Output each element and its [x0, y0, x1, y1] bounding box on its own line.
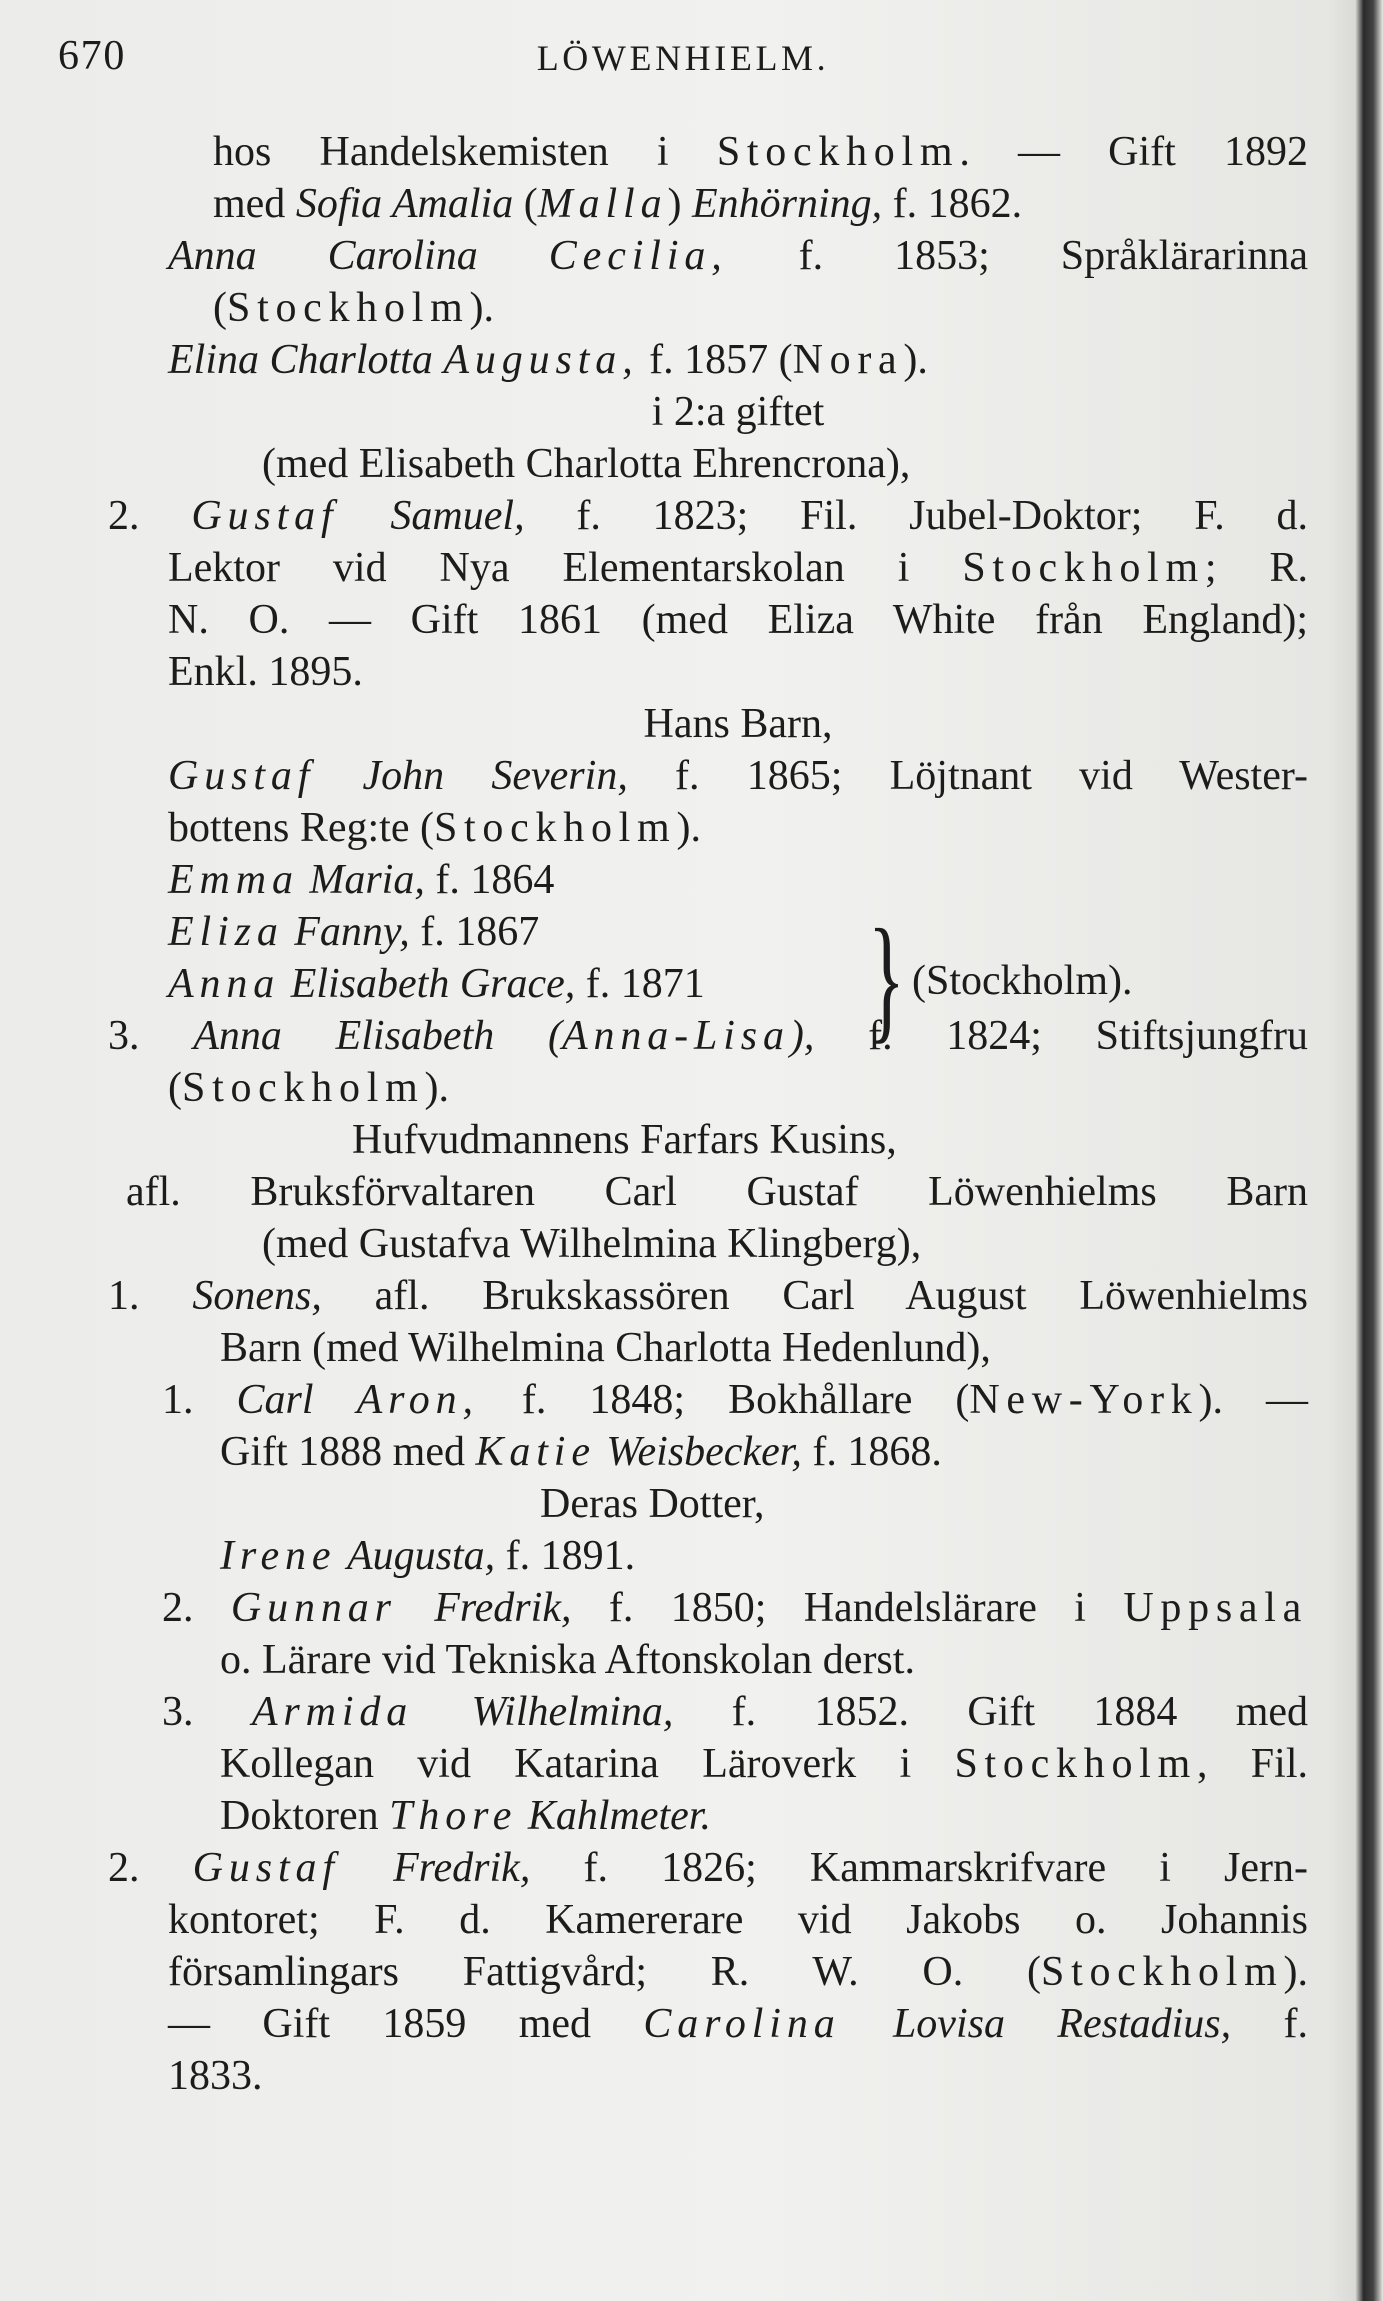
italic-name: Anna-Lisa [561, 1013, 790, 1059]
italic-name: Augusta, [443, 337, 639, 383]
text-run [315, 753, 362, 799]
text-run: ). [903, 337, 928, 383]
text-run: f. 1823; Fil. Jubel-Doktor; F. d. [524, 493, 1309, 539]
text-run: ). [424, 1065, 449, 1111]
italic-name: Gunnar [230, 1585, 397, 1631]
italic-name: Weisbecker, [606, 1429, 802, 1475]
text-run: afl. Bruksförvaltaren Carl Gustaf Löwenhielms Barn [126, 1169, 1308, 1215]
italic-name: Sofia Amalia [295, 181, 514, 227]
text-run: Stockholm [227, 285, 470, 331]
italic-name: Augusta, [346, 1533, 496, 1579]
text-run: 2. [162, 1585, 231, 1631]
running-head: LÖWENHIELM. [536, 38, 830, 78]
italic-name: Enhörning, [691, 181, 883, 227]
text-run: 2. [108, 493, 192, 539]
text-run [336, 1533, 347, 1579]
text-run: ). [676, 805, 701, 851]
text-run: Doktoren [220, 1793, 390, 1839]
text-line [168, 1998, 1308, 2050]
text-run: f. 1857 ( [638, 337, 793, 383]
italic-name: Katie [475, 1429, 596, 1475]
italic-name: Carolina [643, 2001, 841, 2047]
text-run [596, 1429, 607, 1475]
text-run: f. 1891. [495, 1533, 636, 1579]
text-run: kontoret; F. d. Kamererare vid Jakobs o. Johannis [168, 1897, 1308, 1943]
text-run: f. 1850; Handelslärare i [571, 1585, 1124, 1631]
text-run: ; R. [1204, 545, 1308, 591]
italic-name: Fredrik, [393, 1845, 531, 1891]
italic-name: Malla [537, 181, 668, 227]
text-run: 1. [162, 1377, 237, 1423]
text-run: f. [1231, 2001, 1308, 2047]
text-run: f. 1867 [409, 909, 540, 955]
text-run: f. 1824; Stiftsjungfru [814, 1013, 1309, 1059]
italic-name: Anna Elisabeth ( [193, 1013, 562, 1059]
italic-name: Elisabeth Grace, [290, 961, 576, 1007]
text-run: 3. [108, 1013, 194, 1059]
text-run: 2. [108, 1845, 193, 1891]
text-run: ). [469, 285, 494, 331]
italic-name: Thore [389, 1793, 518, 1839]
text-run: Hans Barn, [643, 701, 833, 747]
text-line [540, 1478, 1308, 1530]
text-line [220, 1790, 1308, 1842]
text-line [168, 230, 1308, 282]
text-run: ( [168, 1065, 182, 1111]
text-line [352, 1114, 1308, 1166]
text-line [108, 1842, 1308, 1894]
text-line [162, 1374, 1308, 1426]
text-run: i 2:a giftet [651, 389, 825, 435]
text-run: f. 1848; Bokhållare ( [478, 1377, 970, 1423]
text-line [108, 1270, 1308, 1322]
text-run: (med Gustafva Wilhelmina Klingberg), [262, 1221, 922, 1267]
text-line [108, 1010, 1308, 1062]
text-run: hos Handelskemisten i [213, 129, 717, 175]
text-run [841, 2001, 893, 2047]
text-run: N. O. — Gift 1861 (med Eliza White från England); [168, 597, 1308, 643]
text-run: f. 1826; Kammarskrifvare i Jern- [530, 1845, 1308, 1891]
italic-name: Anna Carolina [168, 233, 549, 279]
text-line [262, 1218, 1308, 1270]
italic-name: Cecilia, [548, 233, 728, 279]
text-run [299, 857, 310, 903]
text-run: med [213, 181, 296, 227]
text-line [213, 178, 1283, 230]
text-run: 1833. [168, 2053, 263, 2099]
text-run: (med Elisabeth Charlotta Ehrencrona), [262, 441, 911, 487]
text-line [168, 594, 1308, 646]
italic-name: Fanny, [294, 909, 410, 955]
text-line [220, 1530, 1308, 1582]
text-line [168, 542, 1308, 594]
text-run [413, 1689, 471, 1735]
text-line [108, 490, 1308, 542]
italic-name: Irene [220, 1533, 337, 1579]
italic-name: Anna [168, 961, 281, 1007]
text-run: New-York [969, 1377, 1199, 1423]
text-run: f. 1862. [882, 181, 1023, 227]
italic-name: Gustaf [168, 753, 316, 799]
italic-name: Kahlmeter. [527, 1793, 711, 1839]
text-run [339, 493, 391, 539]
text-run: Nora [792, 337, 904, 383]
text-line [213, 126, 1308, 178]
italic-name: Carl [236, 1377, 314, 1423]
text-run: Enkl. 1895. [168, 649, 363, 695]
text-line [213, 282, 1308, 334]
text-line [168, 646, 1308, 698]
text-run [314, 1377, 357, 1423]
text-line [168, 1946, 1308, 1998]
italic-name: Emma [168, 857, 299, 903]
text-line [220, 1322, 1308, 1374]
text-run: ). — [1198, 1377, 1309, 1423]
text-run: ( [213, 285, 227, 331]
text-run: Stockholm [433, 805, 677, 851]
text-run [340, 1845, 393, 1891]
italic-name: Sonens, [192, 1273, 322, 1319]
text-run: Kollegan vid Katarina Läroverk i [220, 1741, 955, 1787]
text-run: Stockholm [954, 1741, 1197, 1787]
curly-brace: } [868, 901, 905, 1056]
text-run: f. 1865; Löjtnant vid Wester- [627, 753, 1308, 799]
text-run: Gift 1888 med [220, 1429, 476, 1475]
text-run [517, 1793, 528, 1839]
text-run: ) [667, 181, 692, 227]
italic-name: Maria, [309, 857, 425, 903]
text-run [280, 961, 291, 1007]
italic-name: Fredrik, [434, 1585, 572, 1631]
text-line [168, 750, 1308, 802]
italic-name: Armida [251, 1689, 414, 1735]
text-line [168, 698, 1308, 750]
text-run: Stockholm [962, 545, 1205, 591]
text-run: f. 1868. [801, 1429, 942, 1475]
text-run: församlingars Fattigvård; R. W. O. ( [168, 1949, 1041, 1995]
text-run: f. 1852. Gift 1884 med [673, 1689, 1309, 1735]
text-run: Lektor vid Nya Elementarskolan i [168, 545, 963, 591]
italic-name: Lovisa Restadius, [892, 2001, 1232, 2047]
text-line [162, 1582, 1308, 1634]
text-line [262, 438, 1308, 490]
text-line [220, 1634, 1308, 1686]
text-run: Deras Dotter, [540, 1481, 765, 1527]
page-header [58, 30, 1308, 82]
text-run: Stockholm [716, 129, 960, 175]
italic-name: Aron, [356, 1377, 479, 1423]
italic-name: Elina Charlotta [168, 337, 444, 383]
text-line [168, 958, 1308, 1010]
text-run: afl. Brukskassören Carl August Löwenhielms [321, 1273, 1309, 1319]
text-line [168, 1062, 1308, 1114]
italic-name: Wilhelmina, [471, 1689, 674, 1735]
text-run: o. Lärare vid Tekniska Aftonskolan derst. [220, 1637, 915, 1683]
italic-name: Eliza [168, 909, 284, 955]
text-run: 1. [108, 1273, 193, 1319]
text-run: , Fil. [1196, 1741, 1309, 1787]
italic-name: Samuel, [390, 493, 525, 539]
text-run: — Gift 1859 med [168, 2001, 644, 2047]
text-run: . — Gift 1892 [959, 129, 1308, 175]
italic-name: ), [789, 1013, 815, 1059]
text-line [168, 1894, 1308, 1946]
text-run: f. 1864 [424, 857, 555, 903]
text-line [220, 1738, 1308, 1790]
text-run [397, 1585, 434, 1631]
page-number: 670 [58, 33, 127, 79]
text-run: Stockholm [182, 1065, 425, 1111]
text-run: Hufvudmannens Farfars Kusins, [352, 1117, 897, 1163]
text-line [168, 386, 1308, 438]
brace-label: (Stockholm). [912, 958, 1133, 1004]
text-run: Uppsala [1123, 1585, 1309, 1631]
italic-name: Gustaf [191, 493, 339, 539]
text-line [162, 1686, 1308, 1738]
text-line [168, 854, 1308, 906]
text-run: f. 1853; Språklärarinna [727, 233, 1308, 279]
text-line [220, 1426, 1308, 1478]
text-run: Stockholm [1041, 1949, 1284, 1995]
text-run [284, 909, 295, 955]
text-line [168, 906, 1308, 958]
text-run: ( [513, 181, 538, 227]
text-run: Barn (med Wilhelmina Charlotta Hedenlund), [220, 1325, 991, 1371]
text-run: 3. [162, 1689, 252, 1735]
italic-name: Gustaf [192, 1845, 340, 1891]
text-run: f. 1871 [575, 961, 705, 1007]
text-line [126, 1166, 1308, 1218]
italic-name: John Severin, [362, 753, 628, 799]
text-line [168, 334, 1308, 386]
text-run: bottens Reg:te ( [168, 805, 434, 851]
text-line [168, 802, 1308, 854]
text-run: ). [1283, 1949, 1308, 1995]
text-line [168, 2050, 1308, 2102]
